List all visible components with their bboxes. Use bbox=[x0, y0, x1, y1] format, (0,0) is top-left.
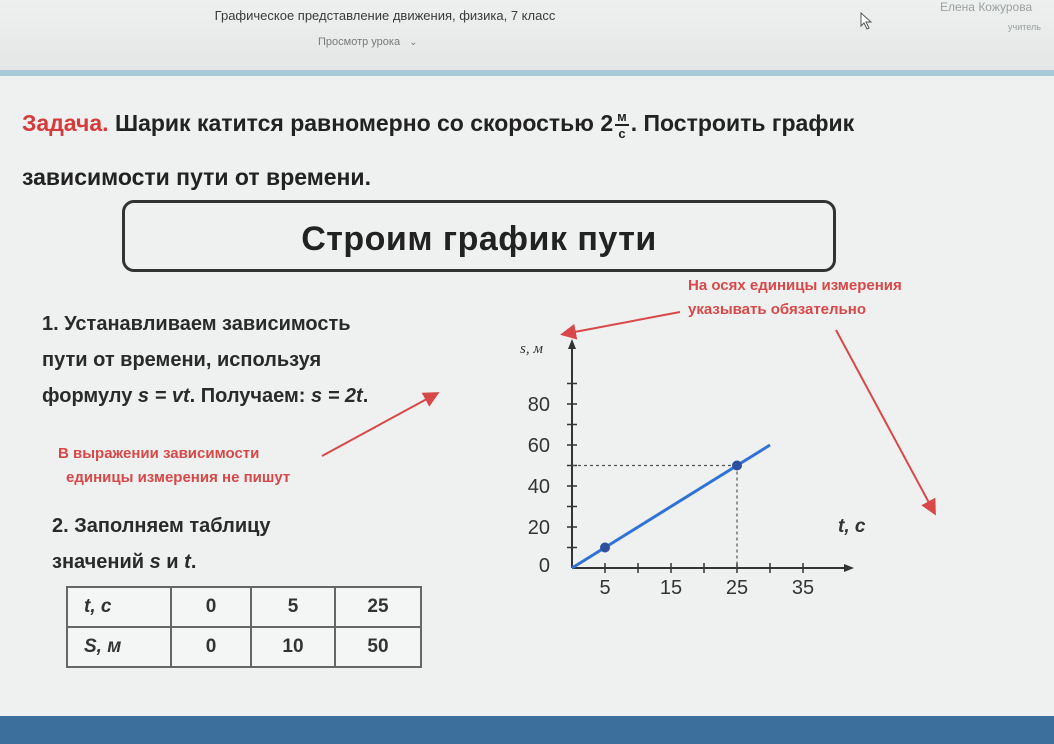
note-axes-line-1: На осях единицы измерения bbox=[688, 277, 902, 294]
lesson-view-label: Просмотр урока bbox=[318, 36, 401, 48]
table-row-header: S, м bbox=[67, 627, 171, 667]
distance-time-chart bbox=[500, 270, 960, 610]
step-1-line-1: 1. Устанавливаем зависимость bbox=[42, 313, 351, 335]
step-2-and: и bbox=[160, 551, 185, 573]
data-point bbox=[600, 543, 610, 553]
table-cell: 5 bbox=[251, 587, 335, 627]
data-point bbox=[732, 461, 742, 471]
table-cell: 25 bbox=[335, 587, 421, 627]
step-2-line-1: 2. Заполняем таблицу bbox=[52, 515, 271, 537]
y-tick-label: 80 bbox=[527, 394, 550, 416]
var-s: s bbox=[149, 551, 161, 573]
table-cell: 0 bbox=[171, 627, 251, 667]
y-tick-label: 0 bbox=[538, 555, 550, 577]
step-2-prefix: значений bbox=[52, 551, 150, 573]
arrow-to-formula bbox=[322, 394, 436, 456]
x-tick-label: 5 bbox=[599, 577, 611, 599]
task-label: Задача. bbox=[22, 110, 109, 136]
user-name[interactable]: Елена Кожурова bbox=[940, 0, 1033, 14]
y-tick-label: 20 bbox=[527, 517, 550, 539]
step-1-prefix: формулу bbox=[42, 385, 138, 407]
y-tick-label: 60 bbox=[527, 435, 550, 457]
lesson-title: Графическое представление движения, физика, 7 класс bbox=[214, 8, 556, 23]
step-1-line-2: пути от времени, используя bbox=[42, 349, 322, 371]
note-formula-line-2: единицы измерения не пишут bbox=[66, 469, 291, 486]
x-tick-label: 35 bbox=[791, 577, 815, 599]
unit-denominator: с bbox=[618, 125, 626, 141]
y-tick-label: 40 bbox=[527, 476, 550, 498]
user-role: учитель bbox=[1008, 22, 1041, 32]
x-axis-arrowhead bbox=[844, 564, 854, 572]
step-1-mid: . Получаем: bbox=[189, 385, 312, 407]
slide-heading: Строим график пути bbox=[122, 200, 836, 272]
table-cell: 0 bbox=[171, 587, 251, 627]
step-2-end: . bbox=[190, 551, 197, 573]
table-row-header: t, с bbox=[67, 587, 171, 627]
y-axis-arrowhead bbox=[568, 339, 576, 349]
task-text-before: Шарик катится равномерно со скоростью 2 bbox=[108, 110, 614, 136]
taskbar-strip bbox=[0, 716, 1054, 744]
var-t: t bbox=[184, 551, 191, 573]
note-axes-line-2: указывать обязательно bbox=[688, 301, 866, 318]
chevron-down-icon: ⌄ bbox=[409, 37, 418, 48]
task-text-after: . Построить график зависимости пути от времени. bbox=[22, 110, 855, 190]
unit-numerator: м bbox=[617, 108, 627, 124]
x-tick-label: 15 bbox=[659, 577, 683, 599]
table-cell: 10 bbox=[251, 627, 335, 667]
table-cell: 50 bbox=[335, 627, 421, 667]
formula-svt: s = vt bbox=[137, 385, 190, 407]
y-axis-label: s, м bbox=[520, 341, 543, 357]
x-tick-label: 25 bbox=[725, 577, 749, 599]
step-1-end: . bbox=[362, 385, 369, 407]
x-axis-label: t, с bbox=[838, 516, 866, 537]
note-formula-line-1: В выражении зависимости bbox=[58, 445, 260, 462]
formula-s2t: s = 2t bbox=[311, 385, 363, 407]
